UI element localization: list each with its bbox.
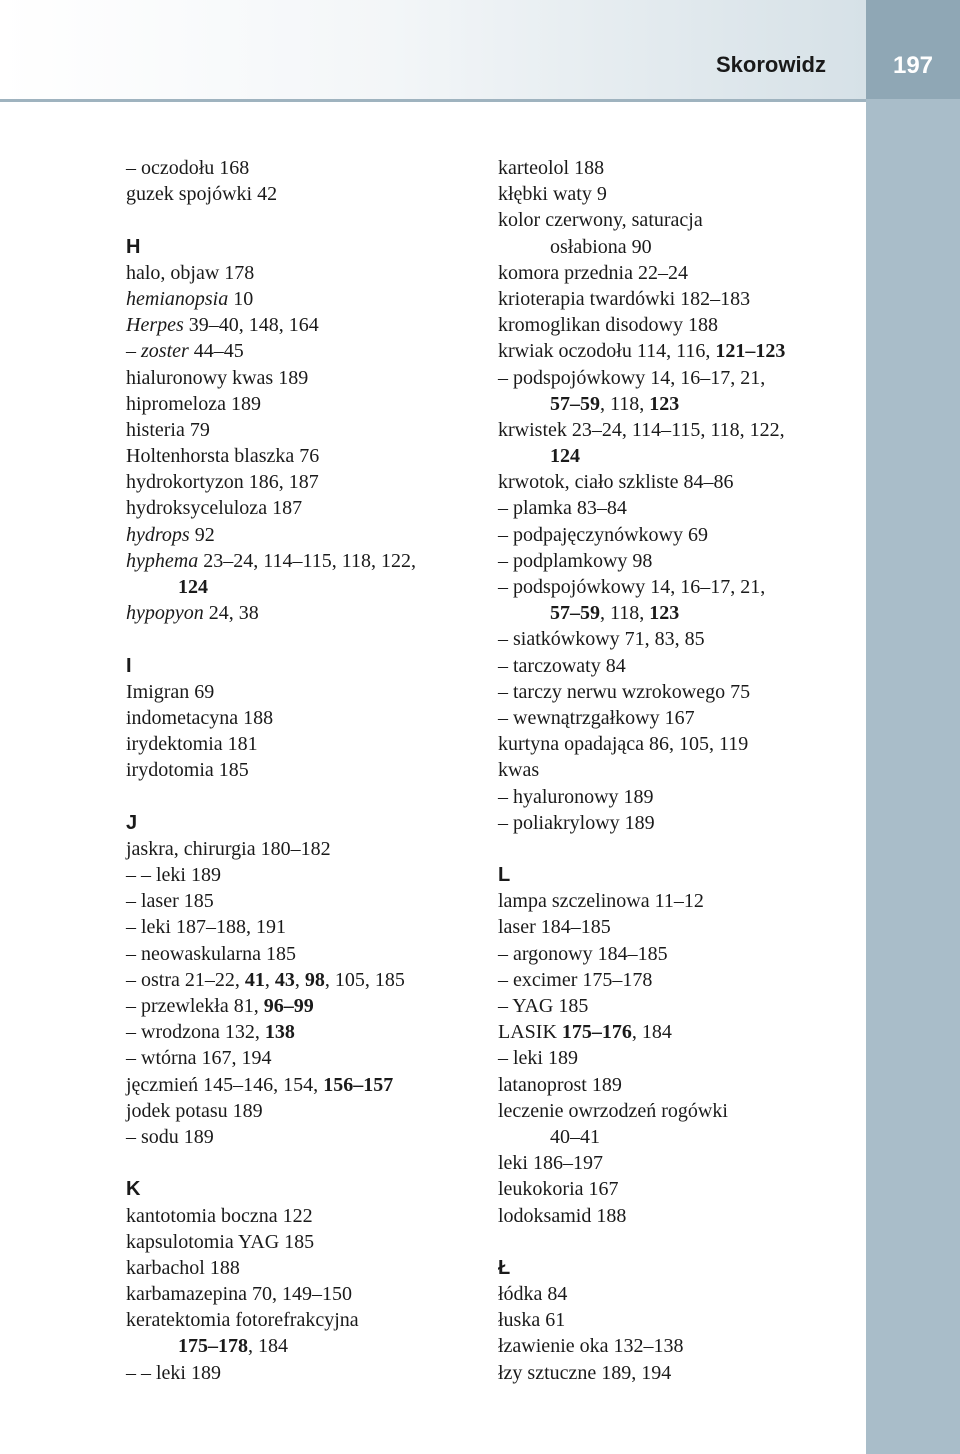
index-entry xyxy=(498,1045,858,1071)
index-entry xyxy=(498,784,858,810)
index-entry xyxy=(126,155,466,181)
index-entry xyxy=(498,1072,858,1098)
entry-text: – xyxy=(126,340,141,363)
entry-text: kapsulotomia YAG 185 xyxy=(126,1230,315,1253)
entry-text: 10 xyxy=(228,287,254,310)
index-entry xyxy=(498,207,858,233)
entry-text: kurtyna opadająca 86, 105, 119 xyxy=(498,733,749,756)
index-entry xyxy=(126,522,466,548)
entry-text: – – leki 189 xyxy=(126,864,221,887)
bold-page-ref: 121–123 xyxy=(715,340,786,363)
entry-text: karbachol 188 xyxy=(126,1256,240,1279)
entry-text: kłębki waty 9 xyxy=(498,183,607,206)
entry-text: LASIK xyxy=(498,1021,562,1044)
index-entry xyxy=(498,155,858,181)
entry-text: – leki 187–188, 191 xyxy=(126,916,286,939)
index-entry xyxy=(498,286,858,312)
italic-term: hypopyon xyxy=(126,602,204,625)
bold-page-ref: 175–176 xyxy=(561,1021,632,1044)
entry-text: guzek spojówki 42 xyxy=(126,183,278,206)
index-entry xyxy=(126,941,466,967)
page-number: 197 xyxy=(892,52,934,79)
entry-text: osłabiona 90 xyxy=(550,235,652,258)
index-entry xyxy=(126,548,466,574)
index-entry xyxy=(498,1203,858,1229)
index-entry-continuation xyxy=(498,600,858,626)
index-entry xyxy=(498,574,858,600)
index-entry xyxy=(126,417,466,443)
section-letter: K xyxy=(126,1178,141,1201)
entry-text: 44–45 xyxy=(188,340,244,363)
index-entry xyxy=(126,914,466,940)
index-entry xyxy=(498,626,858,652)
entry-text: irydektomia 181 xyxy=(126,733,258,756)
bold-page-ref: 57–59 xyxy=(550,392,600,415)
side-margin-band xyxy=(866,0,960,1454)
entry-text: krioterapia twardówki 182–183 xyxy=(498,287,751,310)
index-entry xyxy=(498,810,858,836)
index-entry xyxy=(498,705,858,731)
index-entry xyxy=(126,1255,466,1281)
entry-text: indometacyna 188 xyxy=(126,706,274,729)
index-entry xyxy=(126,993,466,1019)
index-entry xyxy=(126,862,466,888)
entry-text: histeria 79 xyxy=(126,418,210,441)
index-entry-continuation xyxy=(498,1124,858,1150)
index-column-right xyxy=(498,155,858,1386)
entry-text: – wtórna 167, 194 xyxy=(126,1047,272,1070)
entry-text: halo, objaw 178 xyxy=(126,261,255,284)
section-letter: H xyxy=(126,235,141,258)
index-entry xyxy=(126,1203,466,1229)
entry-text: – argonowy 184–185 xyxy=(498,942,668,965)
entry-text: karteolol 188 xyxy=(498,157,605,179)
entry-text: – tarczy nerwu wzrokowego 75 xyxy=(498,680,751,703)
bold-page-ref: 123 xyxy=(649,602,680,625)
bold-page-ref: 98 xyxy=(304,968,325,991)
index-entry xyxy=(498,338,858,364)
entry-text: jaskra, chirurgia 180–182 xyxy=(126,837,331,860)
entry-text: 92 xyxy=(189,523,215,546)
index-entry xyxy=(498,1150,858,1176)
bold-page-ref: 96–99 xyxy=(263,995,314,1017)
entry-text: kwas xyxy=(498,759,540,782)
entry-text: – wrodzona 132, xyxy=(126,1021,265,1044)
index-entry xyxy=(498,1019,858,1045)
entry-text: – sodu 189 xyxy=(126,1125,214,1148)
header-band xyxy=(0,0,866,102)
italic-term: zoster xyxy=(141,340,189,363)
index-entry xyxy=(126,1019,466,1045)
entry-text: – YAG 185 xyxy=(498,995,589,1017)
entry-text: 40–41 xyxy=(550,1125,600,1148)
index-column-left xyxy=(126,155,466,1386)
entry-text: łzawienie oka 132–138 xyxy=(498,1335,684,1358)
bold-page-ref: 57–59 xyxy=(550,602,600,625)
entry-text: – siatkówkowy 71, 83, 85 xyxy=(498,628,705,651)
index-entry-continuation xyxy=(498,391,858,417)
entry-text: leukokoria 167 xyxy=(498,1178,619,1201)
entry-text: , xyxy=(264,968,275,991)
entry-text: łuska 61 xyxy=(498,1309,566,1332)
index-entry-continuation xyxy=(126,574,466,600)
index-entry xyxy=(498,522,858,548)
entry-text: – excimer 175–178 xyxy=(498,968,653,991)
index-entry xyxy=(126,1072,466,1098)
entry-text: – wewnątrzgałkowy 167 xyxy=(498,706,695,729)
index-entry-continuation xyxy=(126,1333,466,1359)
index-entry xyxy=(498,1333,858,1359)
index-entry xyxy=(126,181,466,207)
section-spacer xyxy=(126,1150,466,1176)
index-entry xyxy=(126,600,466,626)
bold-page-ref: 156–157 xyxy=(323,1073,394,1096)
entry-text: kantotomia boczna 122 xyxy=(126,1204,313,1227)
index-entry xyxy=(498,1281,858,1307)
index-entry xyxy=(126,731,466,757)
entry-text: leczenie owrzodzeń rogówki xyxy=(498,1099,728,1122)
section-spacer xyxy=(126,207,466,233)
index-entry xyxy=(126,286,466,312)
entry-text: kromoglikan disodowy 188 xyxy=(498,314,718,337)
entry-text: karbamazepina 70, 149–150 xyxy=(126,1283,353,1306)
bold-page-ref: 124 xyxy=(178,576,208,598)
entry-text: lampa szczelinowa 11–12 xyxy=(498,890,704,913)
entry-text: – neowaskularna 185 xyxy=(126,942,296,965)
section-spacer xyxy=(498,1229,858,1255)
entry-text: irydotomia 185 xyxy=(126,759,249,782)
italic-term: hydrops xyxy=(126,523,190,546)
running-title: Skorowidz xyxy=(715,52,826,77)
entry-text: – przewlekła 81, xyxy=(126,995,264,1017)
entry-text: , xyxy=(294,968,305,991)
index-entry xyxy=(126,967,466,993)
entry-text: łódka 84 xyxy=(498,1283,568,1306)
index-entry xyxy=(126,338,466,364)
entry-text: 39–40, 148, 164 xyxy=(183,314,319,337)
index-entry xyxy=(498,312,858,338)
index-entry xyxy=(498,967,858,993)
index-entry xyxy=(498,993,858,1019)
index-entry xyxy=(126,1281,466,1307)
index-entry xyxy=(498,914,858,940)
entry-text: latanoprost 189 xyxy=(498,1073,622,1096)
index-entry xyxy=(498,548,858,574)
index-entry xyxy=(498,731,858,757)
index-entry xyxy=(126,312,466,338)
entry-text: – plamka 83–84 xyxy=(498,497,627,520)
index-entry xyxy=(126,443,466,469)
section-spacer xyxy=(498,836,858,862)
entry-text: Holtenhorsta blaszka 76 xyxy=(126,445,320,468)
index-entry xyxy=(126,1360,466,1386)
entry-text: hipromeloza 189 xyxy=(126,392,261,415)
bold-page-ref: 138 xyxy=(264,1021,295,1044)
entry-text: – oczodołu 168 xyxy=(126,157,250,179)
entry-text: – laser 185 xyxy=(126,890,214,913)
bold-page-ref: 124 xyxy=(550,445,580,468)
entry-text: , 184 xyxy=(631,1021,672,1044)
italic-term: hemianopsia xyxy=(126,287,229,310)
index-entry xyxy=(126,495,466,521)
section-letter: Ł xyxy=(498,1256,511,1279)
index-entry xyxy=(498,1098,858,1124)
index-entry-continuation xyxy=(498,234,858,260)
entry-text: łzy sztuczne 189, 194 xyxy=(498,1361,672,1384)
entry-text: – podspojówkowy 14, 16–17, 21, xyxy=(498,366,766,389)
index-entry xyxy=(498,469,858,495)
entry-text: – hyaluronowy 189 xyxy=(498,785,654,808)
index-entry-continuation xyxy=(498,443,858,469)
index-entry xyxy=(498,417,858,443)
index-entry xyxy=(126,757,466,783)
entry-text: – poliakrylowy 189 xyxy=(498,811,655,834)
entry-text: krwotok, ciało szkliste 84–86 xyxy=(498,471,734,494)
index-entry xyxy=(498,679,858,705)
section-spacer xyxy=(126,626,466,652)
entry-text: jodek potasu 189 xyxy=(126,1099,263,1122)
entry-text: – podplamkowy 98 xyxy=(498,549,653,572)
index-entry xyxy=(498,941,858,967)
entry-text: – podpajęczynówkowy 69 xyxy=(498,523,708,546)
entry-text: 24, 38 xyxy=(203,602,259,625)
section-letter: I xyxy=(126,654,132,677)
index-entry xyxy=(498,888,858,914)
entry-text: – leki 189 xyxy=(498,1047,578,1070)
index-entry xyxy=(126,1229,466,1255)
entry-text: krwiak oczodołu 114, 116, xyxy=(498,340,716,363)
index-entry xyxy=(126,705,466,731)
section-letter: L xyxy=(498,864,511,887)
bold-page-ref: 43 xyxy=(274,968,295,991)
bold-page-ref: 41 xyxy=(244,968,265,991)
index-entry xyxy=(126,679,466,705)
index-entry xyxy=(126,1045,466,1071)
index-entry xyxy=(498,1360,858,1386)
entry-text: – ostra 21–22, xyxy=(126,968,245,991)
index-entry xyxy=(498,260,858,286)
index-entry xyxy=(498,757,858,783)
index-entry xyxy=(498,1176,858,1202)
entry-text: 23–24, 114–115, 118, 122, xyxy=(198,549,416,572)
entry-text: , 184 xyxy=(248,1335,288,1358)
entry-text: komora przednia 22–24 xyxy=(498,261,688,284)
index-entry xyxy=(126,391,466,417)
entry-text: , 118, xyxy=(600,602,650,625)
index-entry xyxy=(126,1124,466,1150)
entry-text: , 118, xyxy=(600,392,650,415)
entry-text: hialuronowy kwas 189 xyxy=(126,366,309,389)
index-entry xyxy=(498,1307,858,1333)
entry-text: leki 186–197 xyxy=(498,1152,603,1175)
bold-page-ref: 123 xyxy=(649,392,680,415)
entry-text: laser 184–185 xyxy=(498,916,611,939)
section-letter: J xyxy=(126,811,138,834)
page-number-tab xyxy=(866,0,960,99)
index-entry xyxy=(126,888,466,914)
italic-term: Herpes xyxy=(126,314,184,337)
index-entry xyxy=(498,653,858,679)
bold-page-ref: 175–178 xyxy=(178,1335,248,1358)
index-entry xyxy=(126,365,466,391)
entry-text: krwistek 23–24, 114–115, 118, 122, xyxy=(498,418,785,441)
index-entry xyxy=(126,260,466,286)
index-entry xyxy=(126,836,466,862)
index-entry xyxy=(498,181,858,207)
section-spacer xyxy=(126,784,466,810)
entry-text: , 105, 185 xyxy=(324,968,405,991)
index-entry xyxy=(498,495,858,521)
entry-text: keratektomia fotorefrakcyjna xyxy=(126,1309,359,1332)
index-entry xyxy=(498,365,858,391)
italic-term: hyphema xyxy=(126,549,199,572)
entry-text: – podspojówkowy 14, 16–17, 21, xyxy=(498,576,766,598)
entry-text: lodoksamid 188 xyxy=(498,1204,627,1227)
index-entry xyxy=(126,1307,466,1333)
entry-text: hydrokortyzon 186, 187 xyxy=(126,471,319,494)
entry-text: Imigran 69 xyxy=(126,680,215,703)
entry-text: – tarczowaty 84 xyxy=(498,654,626,677)
entry-text: kolor czerwony, saturacja xyxy=(498,209,703,232)
index-entry xyxy=(126,469,466,495)
entry-text: – – leki 189 xyxy=(126,1361,221,1384)
entry-text: hydroksyceluloza 187 xyxy=(126,497,303,520)
entry-text: jęczmień 145–146, 154, xyxy=(126,1073,324,1096)
index-entry xyxy=(126,1098,466,1124)
